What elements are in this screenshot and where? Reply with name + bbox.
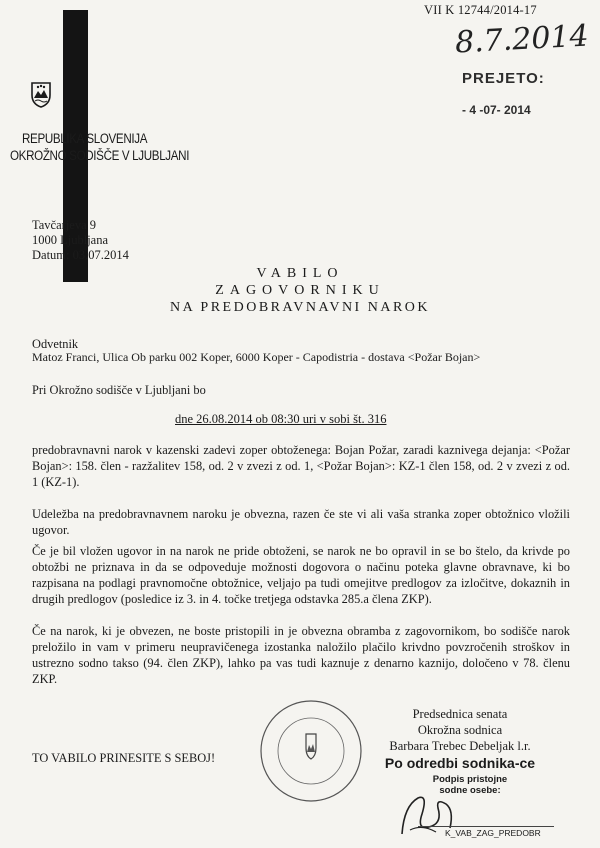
- bring-invitation-notice: TO VABILO PRINESITE S SEBOJ!: [32, 751, 216, 765]
- by-order-label: Po odredbi sodnika-ce: [384, 755, 536, 771]
- signer-label-1: Podpis pristojne: [432, 774, 508, 785]
- court-country: REPUBLIKA SLOVENIJA: [22, 131, 148, 146]
- received-stamp-date: - 4 -07- 2014: [462, 103, 531, 117]
- case-number: VII K 12744/2014-17: [424, 3, 537, 17]
- title-line-3: NA PREDOBRAVNAVNI NAROK: [169, 300, 430, 315]
- paragraph-charges: predobravnavni narok v kazenski zadevi zoper obtoženega: Bojan Požar, zaradi kaznivega dejanja: <Požar Bojan>: 158. člen - razžalitev 158, od. 2 v zvezi z od. 1, <Požar Bojan>: KZ-1 člen 158, od. 2 v zvezi z od. 1 (KZ-1).: [32, 443, 570, 489]
- signer-role-2: Okrožna sodnica: [417, 723, 503, 737]
- recipient-details: Matoz Franci, Ulica Ob parku 002 Koper, 6000 Koper - Capodistria - dostava <Požar Bojan>: [32, 350, 481, 364]
- coat-of-arms-icon: [30, 82, 52, 108]
- paragraph-attendance: Udeležba na predobravnavnem naroku je obvezna, razen če ste vi ali vaša stranka zoper obtožnico vložili ugovor.: [32, 507, 570, 537]
- signer-name: Barbara Trebec Debeljak l.r.: [389, 739, 531, 753]
- signer-label-2: sodne osebe:: [439, 785, 501, 796]
- court-name: OKROŽNO SODIŠČE V LJUBLJANI: [10, 148, 190, 163]
- signature-line: [418, 826, 554, 827]
- court-street: Tavčarjeva 9: [32, 218, 97, 232]
- received-stamp-label: PREJETO:: [462, 70, 545, 87]
- hearing-datetime: dne 26.08.2014 ob 08:30 uri v sobi št. 316: [175, 412, 387, 426]
- title-line-2: ZAGOVORNIKU: [215, 283, 385, 298]
- signer-role-1: Predsednica senata: [412, 707, 508, 721]
- form-code: K_VAB_ZAG_PREDOBR: [445, 828, 541, 838]
- document-date: Datum: 03.07.2014: [32, 248, 129, 262]
- court-seal-stamp: [258, 698, 364, 804]
- paragraph-penalty: Če na narok, ki je obvezen, ne boste pristopili in je obvezna obramba z zagovornikom, bo sodišče narok preložilo in vam v primeru neupravičenega izostanka naložilo plačilo krivdno povzročenih stroškov in ustrezno sodno takso (94. člen ZKP), lahko pa vas tudi kaznuje z denarno kaznijo, določeno v 78. členu ZKP.: [32, 624, 570, 686]
- court-city: 1000 Ljubljana: [32, 233, 109, 247]
- title-line-1: VABILO: [256, 266, 344, 281]
- handwritten-date: 8.7.2014: [454, 18, 590, 61]
- recipient-role: Odvetnik: [32, 337, 79, 351]
- paragraph-objection: Če je bil vložen ugovor in na narok ne pride obtoženi, se narok ne bo opravil in se bo štelo, da krivde po obtožbi ne priznava in da se odpoveduje možnosti dogovora o načinu poteka glavne obravnave, ki bo razpisana na podlagi pravnomočne obtožnice, veljajo pa tudi omejitve predlogov za izločitve, dokaznih in drugih predlogov (posledice iz 3. in 4. točke tretjega odstavka 285.a člena ZKP).: [32, 544, 570, 606]
- intro-line: Pri Okrožno sodišče v Ljubljani bo: [32, 383, 206, 397]
